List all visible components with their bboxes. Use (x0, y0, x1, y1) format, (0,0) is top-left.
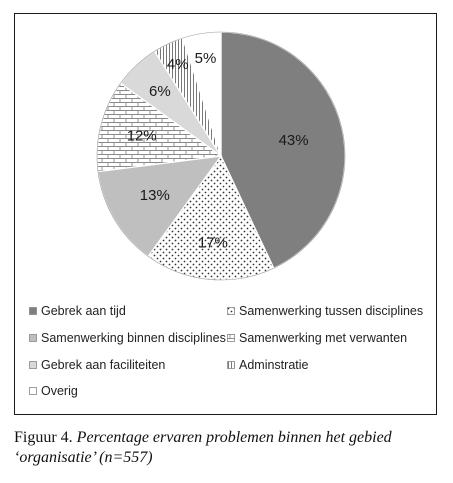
slice-label-samenwerking-binnen-disciplines: 13% (139, 187, 170, 205)
caption-prefix: Figuur 4. (14, 429, 77, 446)
caption-text: Percentage ervaren problemen binnen het gebied ‘organisatie’ (n=557) (14, 429, 392, 466)
legend-label: Samenwerking met verwanten (239, 331, 408, 345)
legend-label: Gebrek aan tijd (41, 304, 126, 318)
chart-frame (14, 13, 437, 415)
legend-swatch (29, 361, 37, 369)
legend-label: Adminstratie (239, 358, 309, 372)
slice-label-samenwerking-met-verwanten: 12% (126, 127, 157, 145)
figure-caption (14, 428, 444, 468)
legend-swatch (29, 387, 37, 395)
legend-label: Overig (41, 384, 78, 398)
slice-label-samenwerking-tussen-disciplines: 17% (197, 234, 228, 252)
legend-item-gebrek-aan-faciliteiten (29, 358, 165, 372)
legend-item-samenwerking-met-verwanten (227, 331, 407, 345)
slice-label-adminstratie: 4% (166, 55, 189, 73)
pie-chart (15, 14, 438, 294)
legend-swatch (227, 334, 235, 342)
legend-label: Samenwerking binnen disciplines (41, 331, 226, 345)
slice-label-overig: 5% (194, 50, 217, 68)
slice-label-gebrek-aan-tijd: 43% (278, 131, 309, 149)
legend-swatch (29, 307, 37, 315)
legend-item-adminstratie (227, 358, 308, 372)
legend-item-gebrek-aan-tijd (29, 304, 126, 318)
legend-item-samenwerking-binnen-disciplines (29, 331, 226, 345)
legend-swatch (227, 307, 235, 315)
legend-item-samenwerking-tussen-disciplines (227, 304, 423, 318)
legend-label: Gebrek aan faciliteiten (41, 358, 166, 372)
legend-swatch (29, 334, 37, 342)
legend-swatch (227, 361, 235, 369)
slice-label-gebrek-aan-faciliteiten: 6% (149, 82, 171, 100)
legend-label: Samenwerking tussen disciplines (239, 304, 424, 318)
legend-item-overig (29, 384, 78, 398)
